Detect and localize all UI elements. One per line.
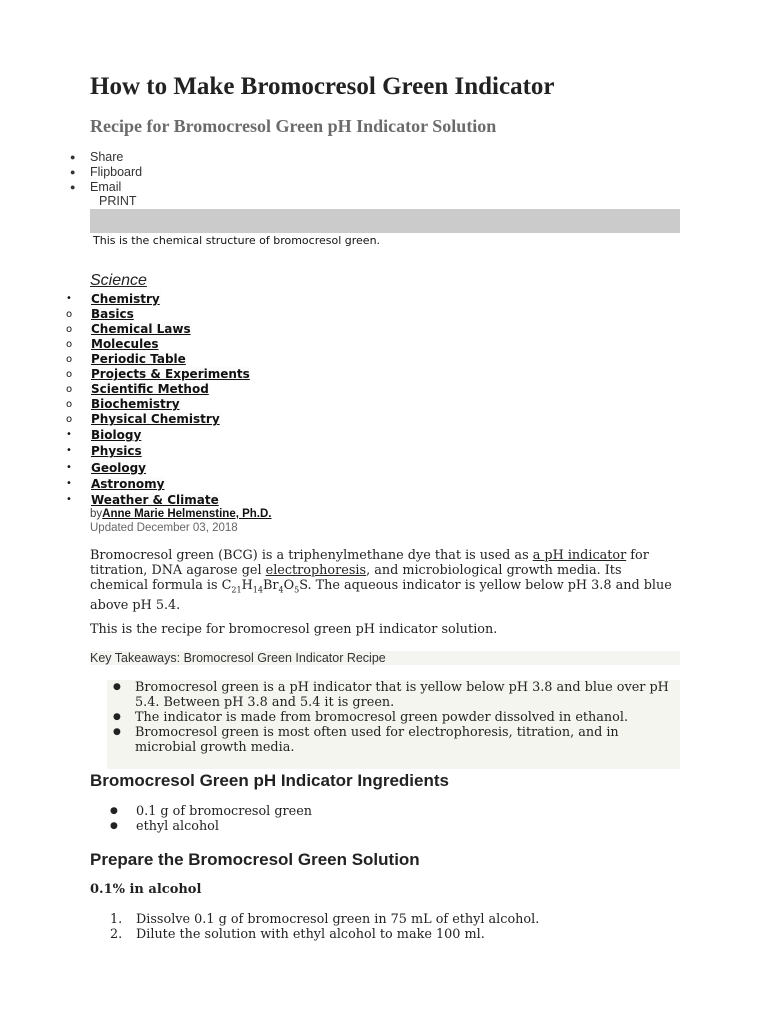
nav-item-biochemistry[interactable] xyxy=(66,397,251,412)
author-link[interactable]: Anne Marie Helmenstine, Ph.D. xyxy=(102,508,272,520)
prepare-heading: Prepare the Bromocresol Green Solution xyxy=(90,850,420,869)
byline-prefix: by xyxy=(90,508,103,520)
list-item xyxy=(107,680,680,710)
ingredient-text: 0.1 g of bromocresol green xyxy=(136,804,313,819)
updated-date: Updated December 03, 2018 xyxy=(90,522,238,534)
nav-link[interactable]: Molecules xyxy=(91,337,159,352)
bullet-icon: • xyxy=(66,493,72,505)
nav-item-astronomy[interactable] xyxy=(66,476,251,492)
image-caption: This is the chemical structure of bromocresol green. xyxy=(93,234,381,247)
sub-bullet-icon: o xyxy=(66,309,73,321)
nav-item-chemical-laws[interactable] xyxy=(66,322,251,337)
bullet-icon: ● xyxy=(70,182,76,192)
prepare-subheading: 0.1% in alcohol xyxy=(90,882,202,897)
nav-link[interactable]: Periodic Table xyxy=(91,352,186,367)
nav-item-physical-chemistry[interactable] xyxy=(66,412,251,427)
bullet-icon: ● xyxy=(113,712,121,722)
bullet-icon: ● xyxy=(113,682,121,692)
nav-item-projects-experiments[interactable] xyxy=(66,367,251,382)
nav-item-physics[interactable] xyxy=(66,443,251,459)
nav-item-chemistry[interactable] xyxy=(66,291,251,307)
nav-item-scientific-method[interactable] xyxy=(66,382,251,397)
page-title: How to Make Bromocresol Green Indicator xyxy=(90,73,555,100)
step-text: Dissolve 0.1 g of bromocresol green in 75 mL of ethyl alcohol. xyxy=(136,912,540,927)
nav-link[interactable]: Geology xyxy=(91,460,147,475)
nav-link[interactable]: Physical Chemistry xyxy=(91,412,220,427)
intro-text: , and microbiological growth media. Its chemical formula is C xyxy=(90,563,622,593)
nav-link[interactable]: Projects & Experiments xyxy=(91,367,250,382)
email-link[interactable]: Email xyxy=(90,180,122,194)
nav-link[interactable]: Physics xyxy=(91,444,142,459)
nav-item-biology[interactable] xyxy=(66,427,251,443)
sub-bullet-icon: o xyxy=(66,339,73,351)
ingredients-heading: Bromocresol Green pH Indicator Ingredients xyxy=(90,771,449,790)
intro-text: Bromocresol green (BCG) is a triphenylmethane dye that is used as xyxy=(90,548,533,563)
list-item xyxy=(110,927,539,942)
key-takeaways-list xyxy=(107,680,680,755)
bullet-icon: ● xyxy=(110,806,118,816)
intro-paragraph xyxy=(90,548,680,613)
nav-link[interactable]: Weather & Climate xyxy=(91,492,219,507)
sub-bullet-icon: o xyxy=(66,399,73,411)
bullet-icon: ● xyxy=(110,821,118,831)
step-number: 2. xyxy=(110,927,123,942)
science-category-link[interactable]: Science xyxy=(90,272,147,289)
list-item xyxy=(110,819,312,834)
intro-text: for titration, DNA agarose gel xyxy=(90,548,649,578)
formula-subscript: 14 xyxy=(252,585,263,595)
list-item xyxy=(107,710,680,725)
nav-link[interactable]: Scientific Method xyxy=(91,382,209,397)
list-item xyxy=(110,804,312,819)
step-number: 1. xyxy=(110,912,123,927)
key-takeaways-heading: Key Takeaways: Bromocresol Green Indicator Recipe xyxy=(90,651,680,665)
recipe-intro: This is the recipe for bromocresol green pH indicator solution. xyxy=(90,622,498,637)
nav-item-geology[interactable] xyxy=(66,460,251,476)
bullet-icon: ● xyxy=(113,727,121,737)
share-link[interactable]: Share xyxy=(90,150,124,164)
electrophoresis-link[interactable]: electrophoresis xyxy=(265,563,367,578)
chemical-structure-image xyxy=(90,209,680,233)
ingredient-text: ethyl alcohol xyxy=(136,819,219,834)
bullet-icon: • xyxy=(66,293,72,304)
sub-bullet-icon: o xyxy=(66,354,73,366)
category-nav xyxy=(66,291,251,508)
nav-item-basics[interactable] xyxy=(66,307,251,322)
takeaway-text: Bromocresol green is most often used for electrophoresis, titration, and in microbial growth media. xyxy=(135,725,619,755)
page-subtitle: Recipe for Bromocresol Green pH Indicator Solution xyxy=(90,116,497,136)
list-item xyxy=(107,725,680,755)
nav-item-weather-climate[interactable] xyxy=(66,492,251,508)
nav-item-periodic-table[interactable] xyxy=(66,352,251,367)
byline xyxy=(90,507,272,521)
share-list xyxy=(70,150,142,195)
nav-link[interactable]: Astronomy xyxy=(91,476,165,491)
step-text: Dilute the solution with ethyl alcohol to make 100 ml. xyxy=(136,927,485,942)
nav-link[interactable]: Chemical Laws xyxy=(91,322,191,337)
bullet-icon: • xyxy=(66,445,72,457)
bullet-icon: ● xyxy=(70,167,76,177)
nav-link[interactable]: Chemistry xyxy=(91,292,160,306)
list-item xyxy=(110,912,539,927)
nav-item-molecules[interactable] xyxy=(66,337,251,352)
share-item[interactable] xyxy=(70,150,142,165)
sub-bullet-icon: o xyxy=(66,369,73,381)
nav-link[interactable]: Basics xyxy=(91,307,134,322)
sub-bullet-icon: o xyxy=(66,384,73,396)
formula-element: O xyxy=(283,578,295,593)
ph-indicator-link[interactable]: a pH indicator xyxy=(532,548,627,563)
bullet-icon: • xyxy=(66,429,72,441)
print-button[interactable]: PRINT xyxy=(99,194,137,208)
formula-subscript: 21 xyxy=(231,585,242,595)
takeaway-text: Bromocresol green is a pH indicator that is yellow below pH 3.8 and blue over pH 5.4. Between pH 3.8 and 5.4 it is green. xyxy=(135,680,669,710)
bullet-icon: ● xyxy=(70,152,76,162)
nav-link[interactable]: Biochemistry xyxy=(91,397,180,412)
formula-subscript: 5 xyxy=(294,585,300,595)
formula-subscript: 4 xyxy=(278,585,284,595)
formula-element: H xyxy=(241,578,253,593)
email-item[interactable] xyxy=(70,180,142,195)
flipboard-item[interactable] xyxy=(70,165,142,180)
bullet-icon: • xyxy=(66,461,72,473)
bullet-icon: • xyxy=(66,477,72,489)
sub-bullet-icon: o xyxy=(66,324,73,336)
ingredients-list xyxy=(110,804,312,834)
sub-bullet-icon: o xyxy=(66,414,73,426)
flipboard-link[interactable]: Flipboard xyxy=(90,165,143,179)
steps-list xyxy=(110,912,539,942)
nav-link[interactable]: Biology xyxy=(91,428,142,443)
formula-element: Br xyxy=(262,578,279,593)
intro-text: S. The aqueous indicator is yellow below pH 3.8 and blue above pH 5.4. xyxy=(90,578,672,613)
takeaway-text: The indicator is made from bromocresol green powder dissolved in ethanol. xyxy=(135,710,629,725)
